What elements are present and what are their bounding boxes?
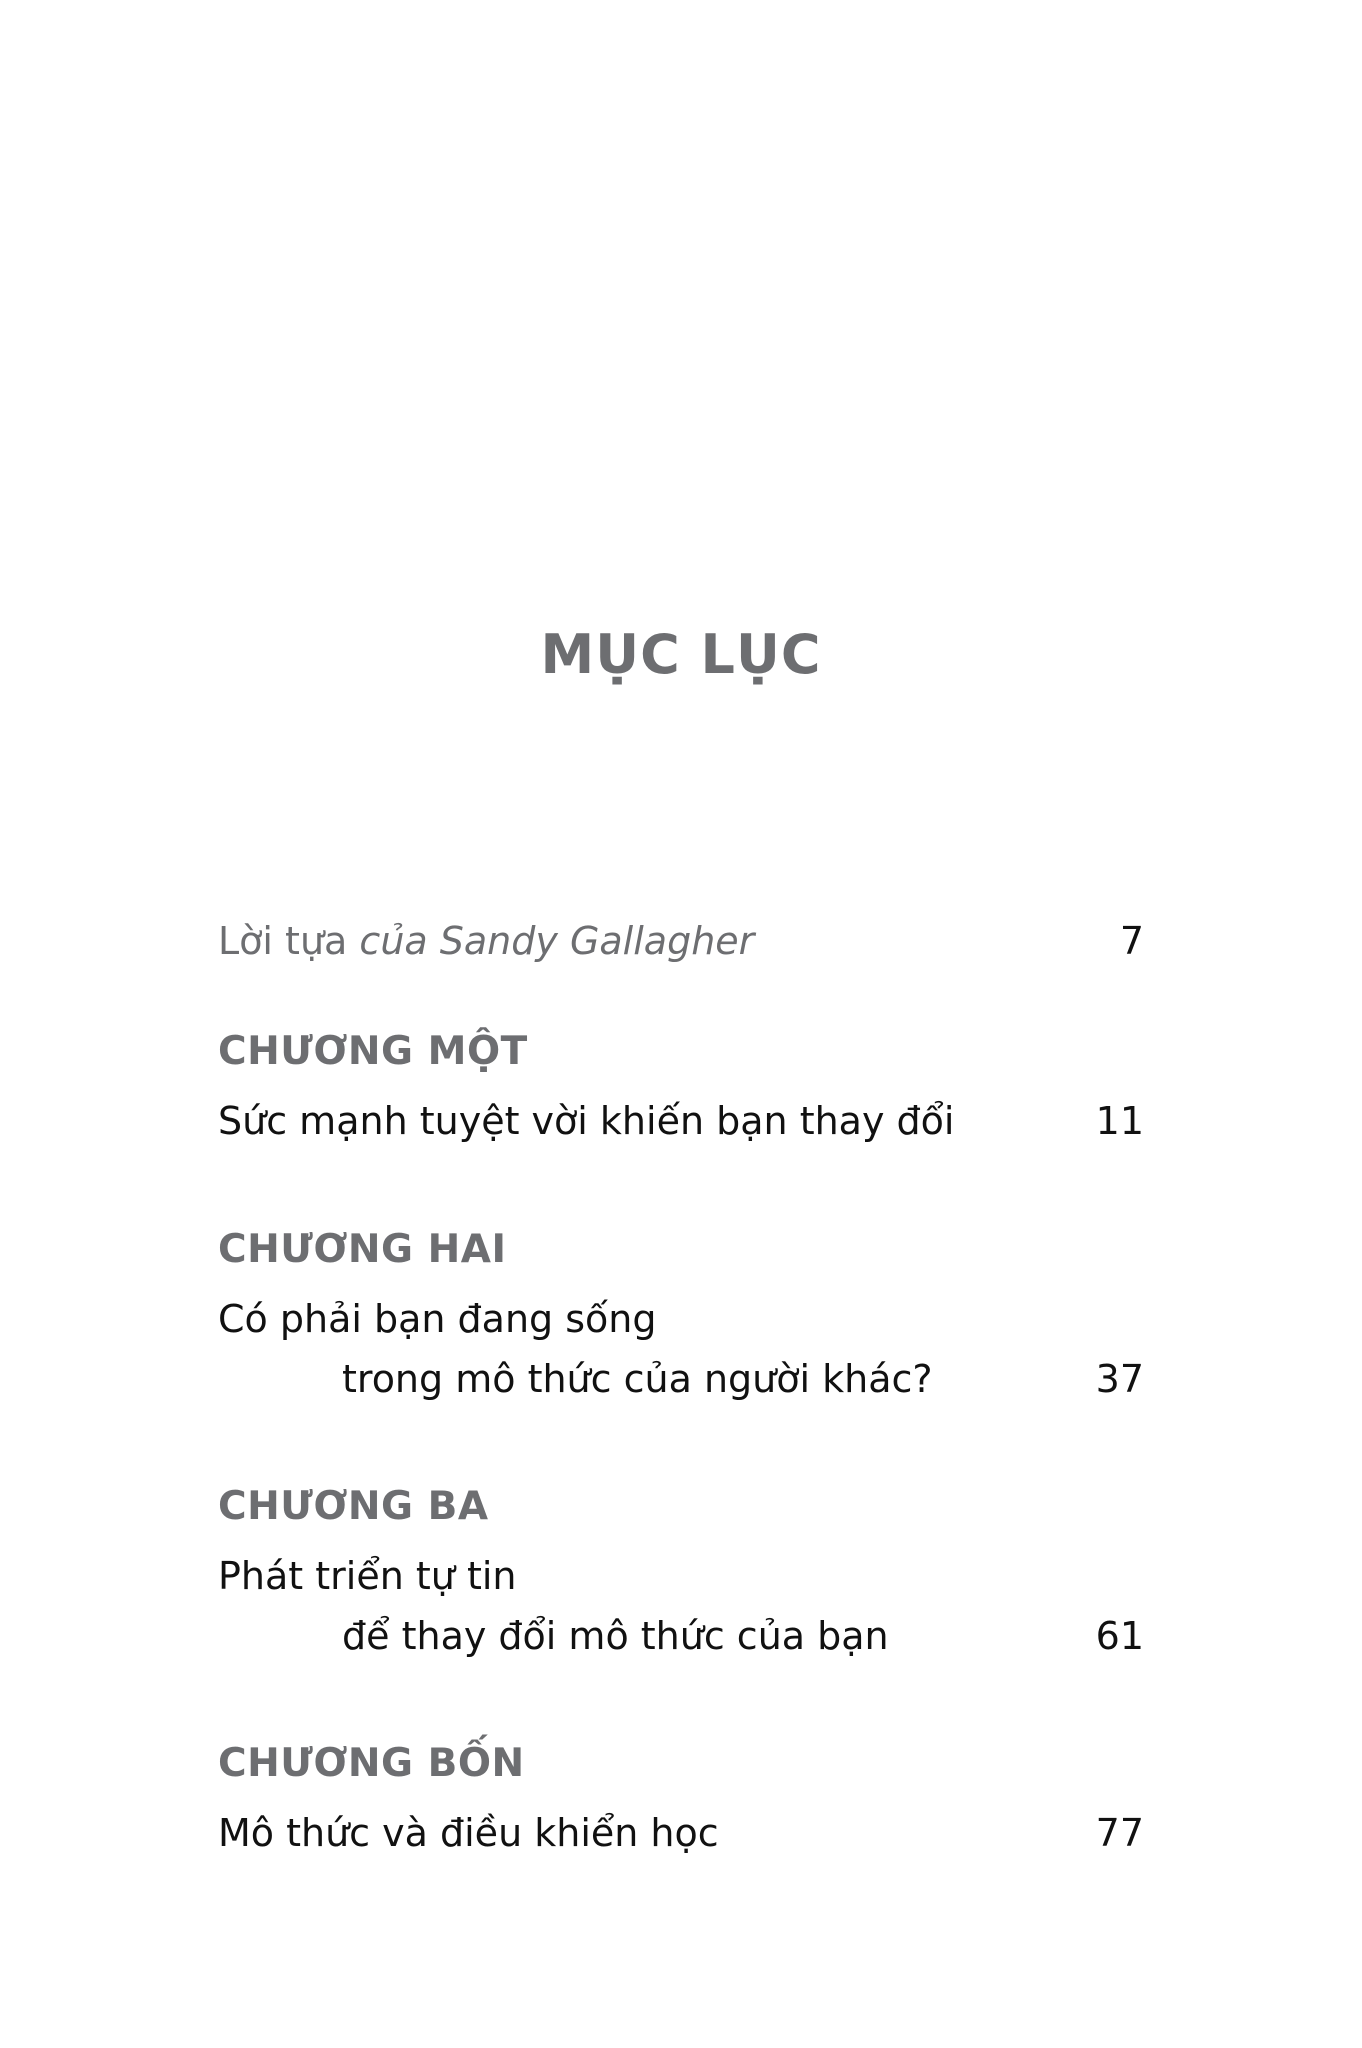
chapter-4-page-number: 77 [1095,1811,1144,1855]
chapter-3-page-number: 61 [1095,1614,1144,1658]
chapter-2-title-line-1: Có phải bạn đang sống [218,1297,657,1341]
chapter-2-heading: CHƯƠNG HAI [218,1227,507,1272]
chapter-2-title-line-2: trong mô thức của người khác? [342,1357,933,1401]
page-title: MỤC LỤC [540,623,822,686]
preface-label: Lời tựa [218,919,348,963]
chapter-1-title: Sức mạnh tuyệt vời khiến bạn thay đổi [218,1099,955,1143]
chapter-1-page-number: 11 [1095,1099,1144,1143]
preface-page-number: 7 [1119,919,1144,963]
chapter-3-title-line-2: để thay đổi mô thức của bạn [342,1614,889,1658]
preface-entry [218,919,755,963]
chapter-3-title-line-1: Phát triển tự tin [218,1554,517,1598]
chapter-4-heading: CHƯƠNG BỐN [218,1741,525,1786]
chapter-2-page-number: 37 [1095,1357,1144,1401]
chapter-4-title: Mô thức và điều khiển học [218,1811,719,1855]
preface-author: của Sandy Gallagher [359,919,755,963]
chapter-3-heading: CHƯƠNG BA [218,1484,489,1529]
chapter-1-heading: CHƯƠNG MỘT [218,1029,528,1074]
